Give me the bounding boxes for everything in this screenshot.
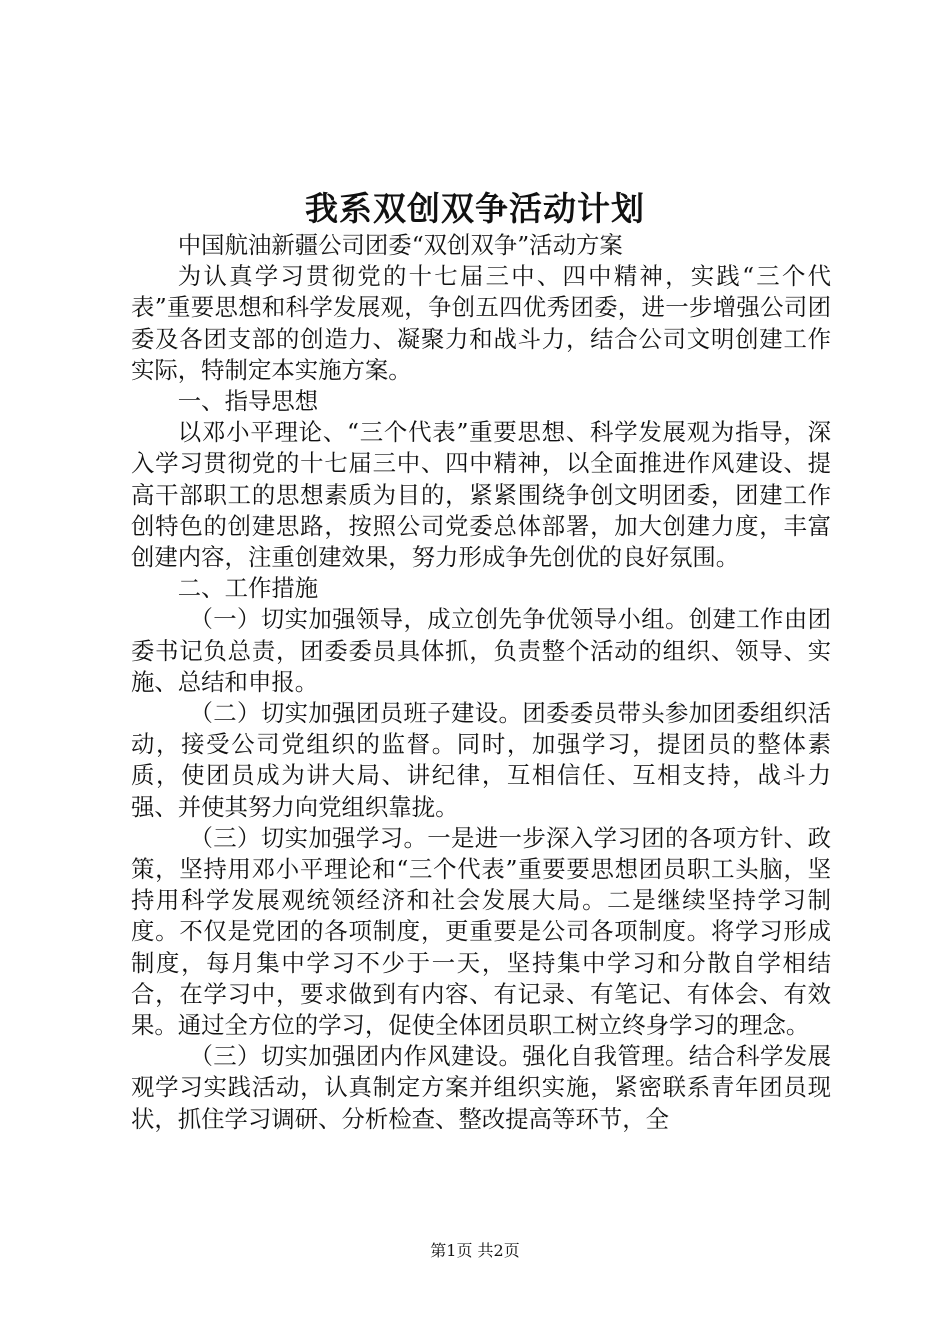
document-title: 我系双创双争活动计划 <box>305 189 645 228</box>
paragraph-intro: 为认真学习贯彻党的十七届三中、四中精神，实践“三个代表”重要思想和科学发展观，争创五四优秀团委，进一步增强公司团委及各团支部的创造力、凝聚力和战斗力，结合公司文明创建工作实际，特制定本实施方案。 <box>131 262 831 384</box>
paragraph-subtitle: 中国航油新疆公司团委“双创双争”活动方案 <box>177 231 623 259</box>
paragraph-guiding-ideology: 以邓小平理论、“三个代表”重要思想、科学发展观为指导，深入学习贯彻党的十七届三中、四中精神，以全面推进作风建设、提高干部职工的思想素质为目的，紧紧围绕争创文明团委，团建工作创特色的创建思路，按照公司党委总体部署，加大创建力度，丰富创建内容，注重创建效果，努力形成争先创优的良好氛围。 <box>131 418 831 572</box>
page-number-footer: 第1页 共2页 <box>430 1241 520 1260</box>
paragraph-measure-1: （一）切实加强领导，成立创先争优领导小组。创建工作由团委书记负总责，团委委员具体抓，负责整个活动的组织、领导、实施、总结和申报。 <box>131 605 831 696</box>
paragraph-measure-4: （三）切实加强团内作风建设。强化自我管理。结合科学发展观学习实践活动，认真制定方案并组织实施，紧密联系青年团员现状，抓住学习调研、分析检查、整改提高等环节，全 <box>131 1042 831 1133</box>
paragraph-measure-2: （二）切实加强团员班子建设。团委委员带头参加团委组织活动，接受公司党组织的监督。同时，加强学习，提团员的整体素质，使团员成为讲大局、讲纪律，互相信任、互相支持，战斗力强、并使其努力向党组织靠拢。 <box>131 699 831 821</box>
section-heading-work-measures: 二、工作措施 <box>177 574 319 603</box>
section-heading-guiding-ideology: 一、指导思想 <box>177 387 319 416</box>
paragraph-measure-3: （三）切实加强学习。一是进一步深入学习团的各项方针、政策，坚持用邓小平理论和“三个代表”重要要思想团员职工头脑，坚持用科学发展观统领经济和社会发展大局。二是继续坚持学习制度。不仅是党团的各项制度，更重要是公司各项制度。将学习形成制度，每月集中学习不少于一天，坚持集中学习和分散自学相结合，在学习中，要求做到有内容、有记录、有笔记、有体会、有效果。通过全方位的学习，促使全体团员职工树立终身学习的理念。 <box>131 823 831 1040</box>
document-body <box>131 230 831 1135</box>
